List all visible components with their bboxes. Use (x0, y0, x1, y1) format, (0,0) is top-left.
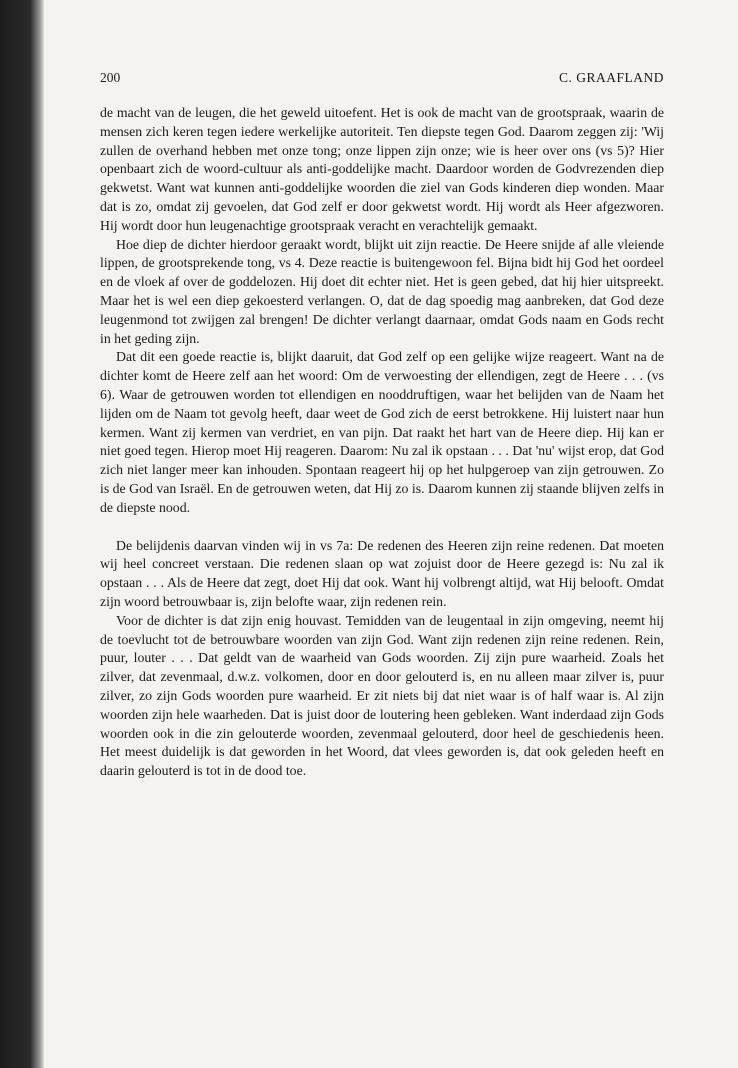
paragraph: De belijdenis daarvan vinden wij in vs 7a: De redenen des Heeren zijn reine redenen. Dat moeten wij heel concreet verstaan. Die redenen slaan op wat zojuist door de Heere gezegd is: Nu zal ik opstaan . . . Als de Heere dat zegt, doet Hij dat ook. Want hij volbrengt altijd, wat Hij belooft. Omdat zijn woord betrouwbaar is, zijn belofte waar, zijn redenen rein. (100, 537, 664, 609)
scan-edge (0, 0, 44, 1068)
paragraph: de macht van de leugen, die het geweld uitoefent. Het is ook de macht van de grootspraak, waarin de mensen zich keren tegen iedere werkelijke autoriteit. Ten diepste tegen God. Daarom zeggen zij: 'Wij zullen de overhand hebben met onze tong; onze lippen zijn onze; wie is heer over ons (vs 5)? Hier openbaart zich de woord-cultuur als anti-goddelijke macht. Daardoor worden de Godvrezenden diep gekwetst. Want wat kunnen anti-goddelijke woorden die ziel van Gods kinderen diep wonden. Maar dat is zo, omdat zij gevoelen, dat God zelf er door gekwetst wordt. Hij wordt als Heer afgezworen. Hij wordt door hun leugenachtige grootspraak veracht en verachtelijk gemaakt. (100, 105, 664, 233)
running-author: C. GRAAFLAND (558, 70, 664, 85)
body-text (100, 104, 664, 781)
page-number: 200 (100, 70, 121, 85)
paragraph: Dat dit een goede reactie is, blijkt daaruit, dat God zelf op een gelijke wijze reageert. Want na de dichter komt de Heere zelf aan het woord: Om de verwoesting der ellendigen, zegt de Heere . . . (vs 6). Waar de getrouwen worden tot ellendigen en nooddruftigen, waar het belijden van de Naam het lijden om de Naam tot gevolg heeft, daar weet de God zich de eerst betrokkene. Hij luistert naar hun kermen. Want zij kermen van verdriet, en van pijn. Dat raakt het hart van de Heere diep. Hij kan er niet goed tegen. Hierop moet Hij reageren. Daarom: Nu zal ik opstaan . . . Dat 'nu' wijst erop, dat God zich niet langer meer kan inhouden. Spontaan reageert hij op het hulpgeroep van zijn getrouwen. Zo is de God van Israël. En de getrouwen weten, dat Hij zo is. Daarom kunnen zij staande blijven zelfs in de diepste nood. (100, 349, 664, 515)
paragraph: Voor de dichter is dat zijn enig houvast. Temidden van de leugentaal in zijn omgeving, neemt hij de toevlucht tot de betrouwbare woorden van zijn God. Want zijn redenen zijn reine redenen. Rein, puur, louter . . . Dat geldt van de waarheid van Gods woorden. Zij zijn pure waarheid. Zoals het zilver, dat zevenmaal, d.w.z. volkomen, door en door gelouterd is, en nu alleen maar zilver is, puur zilver, zo zijn Gods woorden pure waarheid. Er zit niets bij dat niet waar is of half waar is. Al zijn woorden zijn hele waarheden. Dat is juist door de loutering heen gebleken. Want inderdaad zijn Gods woorden ook in die zin gelouterde woorden, zevenmaal gelouterd, door heel de geschiedenis heen. Het meest duidelijk is dat geworden in het Woord, dat vlees geworden is, dat ook geleden heeft en daarin gelouterd is tot in de dood toe. (100, 612, 664, 779)
paragraph: Hoe diep de dichter hierdoor geraakt wordt, blijkt uit zijn reactie. De Heere snijde af alle vleiende lippen, de grootsprekende tong, vs 4. Deze reactie is buitengewoon fel. Bijna bidt hij God het oordeel en de vloek af over de goddelozen. Hij doet dit echter niet. Het is geen gebed, dat hij hier uitspreekt. Maar het is wel een diep gekoesterd verlangen. O, dat de dag spoedig mag aanbreken, dat God deze leugenmond tot zwijgen zal brengen! De dichter verlangt daarnaar, omdat Gods naam en Gods recht in het geding zijn. (100, 236, 664, 346)
